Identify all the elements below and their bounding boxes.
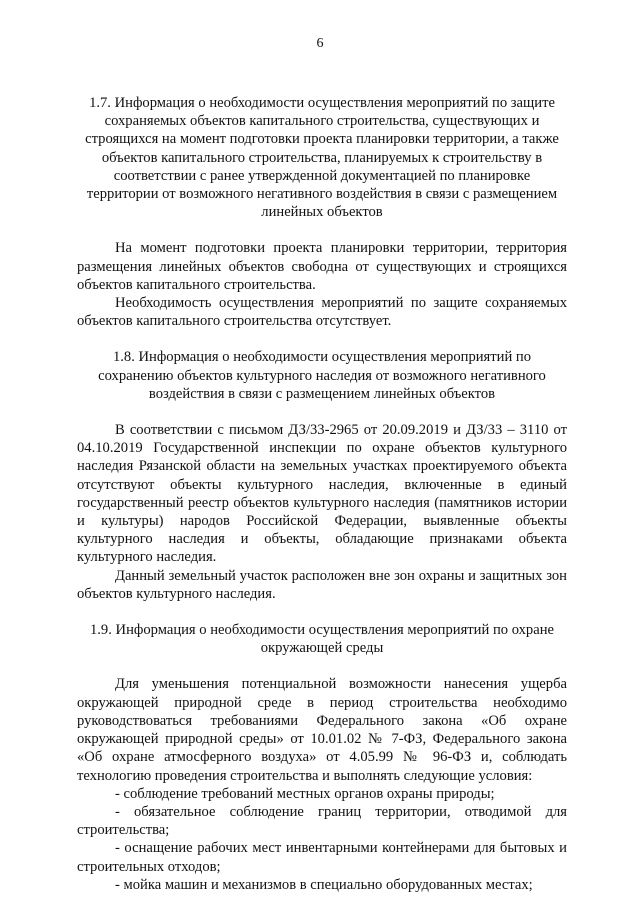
document-body [77, 94, 567, 894]
section-1-9 [77, 621, 567, 894]
list-item: - мойка машин и механизмов в специально оборудованных местах; [115, 876, 533, 893]
paragraph: На момент подготовки проекта планировки территории, территория размещения линейных объектов свободна от существующих и строящихся объектов капитального строительства. [77, 240, 567, 293]
section-1-7 [77, 94, 567, 330]
list-item: - обязательное соблюдение границ территории, отводимой для строительства; [77, 803, 567, 839]
list-item: - оснащение рабочих мест инвентарными контейнерами для бытовых и строительных отходов; [77, 840, 567, 875]
page-number: 6 [316, 36, 324, 51]
section-title-1-7: 1.7. Информация о необходимости осуществления мероприятий по защите сохраняемых объектов капитального строительства, существующих и строящихся на момент подготовки проекта планировки территории, а также объектов капитального строительства, планируемых к строительству в соответствии с ранее утвержденной документацией по планировке территории от возможного негативного воздействия в связи с размещением линейных объектов [85, 95, 559, 221]
section-1-8 [77, 348, 567, 603]
requirements-list [77, 785, 567, 894]
section-title-1-8: 1.8. Информация о необходимости осуществления мероприятий по сохранению объектов культурного наследия от возможного негативного воздействия в связи с размещением линейных объектов [98, 349, 546, 402]
paragraph: Данный земельный участок расположен вне зон охраны и защитных зон объектов культурного наследия. [77, 567, 567, 602]
paragraph: Необходимость осуществления мероприятий по защите сохраняемых объектов капитального строительства отсутствует. [77, 295, 567, 330]
list-item: - соблюдение требований местных органов охраны природы; [115, 785, 495, 802]
paragraph: Для уменьшения потенциальной возможности нанесения ущерба окружающей природной среде в период строительства необходимо руководствоваться требованиями Федерального закона «Об охране окружающей природной среды» от 10.01.02 № 7-ФЗ, Федерального закона «Об охране атмосферного воздуха» от 4.05.99 № 96-ФЗ и, соблюдать технологию проведения строительства и выполнять следующие условия: [77, 676, 567, 784]
section-title-1-9: 1.9. Информация о необходимости осуществления мероприятий по охране окружающей среды [89, 622, 554, 657]
paragraph: В соответствии с письмом ДЗ/33-2965 от 20.09.2019 и ДЗ/33 – 3110 от 04.10.2019 Государственной инспекции по охране объектов культурного наследия Рязанской области на земельных участках проектируемого объекта отсутствуют объекты культурного наследия, включенные в единый государственный реестр объектов культурного наследия (памятников истории и культуры) народов Российской Федерации, выявленные объекты культурного наследия и объекты, обладающие признаками объекта культурного наследия. [77, 422, 567, 566]
